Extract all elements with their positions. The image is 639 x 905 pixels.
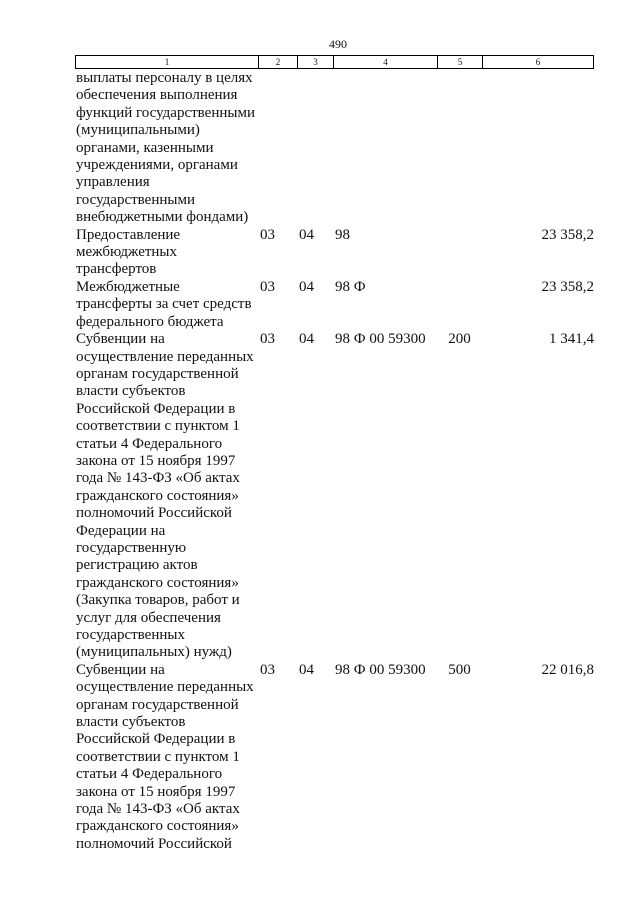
cell-col1 <box>75 662 258 853</box>
budget-table <box>75 55 594 853</box>
cell-col1 <box>75 279 258 331</box>
text-line: межбюджетных <box>76 244 178 261</box>
header-cell-3: 3 <box>297 56 333 68</box>
cell-col1 <box>75 227 258 279</box>
cell-col4 <box>333 70 437 227</box>
text-line: осуществление переданных <box>76 679 254 696</box>
cell-col1 <box>75 331 258 662</box>
text-line: года № 143-ФЗ «Об актах <box>76 801 240 818</box>
cell-col1 <box>75 70 258 227</box>
cell-col6: 1 341,4 <box>549 331 594 348</box>
text-line: статьи 4 Федерального <box>76 435 223 452</box>
text-line: трансферты за счет средств <box>76 296 252 313</box>
header-cell-1: 1 <box>164 57 170 67</box>
table-row <box>75 331 594 662</box>
cell-col3: 04 <box>299 661 314 678</box>
cell-col3 <box>297 70 333 227</box>
cell-col4: 98 Ф 00 59300 <box>335 331 426 348</box>
cell-col3: 04 <box>299 226 314 243</box>
cell-col2: 03 <box>260 331 275 348</box>
cell-col4: 98 Ф 00 59300 <box>335 661 426 678</box>
header-cell-6: 6 <box>482 56 593 68</box>
cell-col2: 03 <box>260 661 275 678</box>
text-line: закона от 15 ноября 1997 <box>76 783 236 800</box>
cell-col5: 500 <box>448 661 471 678</box>
text-line: органами, казенными <box>76 139 214 156</box>
cell-col4: 98 <box>335 226 350 243</box>
text-line: федерального бюджета <box>76 313 224 330</box>
text-line: соответствии с пунктом 1 <box>76 418 240 435</box>
cell-col3: 04 <box>299 331 314 348</box>
table-body <box>75 69 594 853</box>
table-header-row <box>75 55 594 69</box>
text-line: Межбюджетные <box>76 278 180 295</box>
text-line: гражданского состояния» <box>76 574 239 591</box>
cell-col6: 23 358,2 <box>541 278 594 295</box>
text-line: управления <box>76 174 150 191</box>
text-line: Субвенции на <box>76 331 165 348</box>
cell-col5 <box>437 279 482 331</box>
text-line: выплаты персоналу в целях <box>76 70 253 86</box>
text-line: Российской Федерации в <box>76 731 236 748</box>
text-line: обеспечения выполнения <box>76 87 238 104</box>
text-line: (муниципальными) <box>76 122 200 139</box>
header-cell-4: 4 <box>333 56 437 68</box>
text-line: полномочий Российской <box>76 835 232 852</box>
table-row <box>75 662 594 853</box>
text-line: гражданского состояния» <box>76 487 239 504</box>
cell-col3: 04 <box>299 278 314 295</box>
text-line: Субвенции на <box>76 661 165 678</box>
text-line: функций государственными <box>76 104 255 121</box>
cell-col6 <box>482 70 594 227</box>
text-line: учреждениями, органами <box>76 157 238 174</box>
text-line: государственных <box>76 627 185 643</box>
table-row <box>75 70 594 227</box>
text-line: Предоставление <box>76 226 181 243</box>
text-line: гражданского состояния» <box>76 818 239 835</box>
text-line: статьи 4 Федерального <box>76 766 223 783</box>
header-cell-5: 5 <box>437 56 482 68</box>
page-number: 490 <box>329 37 347 51</box>
text-line: услуг для обеспечения <box>76 609 221 626</box>
cell-col2: 03 <box>260 226 275 243</box>
text-line: власти субъектов <box>76 714 186 731</box>
text-line: (Закупка товаров, работ и <box>76 592 240 609</box>
text-line: года № 143-ФЗ «Об актах <box>76 470 240 487</box>
cell-col2: 03 <box>260 278 275 295</box>
text-line: органам государственной <box>76 696 239 713</box>
text-line: государственными <box>76 191 195 208</box>
text-line: государственную <box>76 539 187 556</box>
cell-col6: 22 016,8 <box>541 661 594 678</box>
text-line: закона от 15 ноября 1997 <box>76 452 236 469</box>
text-line: (муниципальных) нужд) <box>76 644 232 661</box>
text-line: соответствии с пунктом 1 <box>76 748 240 765</box>
text-line: полномочий Российской <box>76 505 232 522</box>
cell-col6: 23 358,2 <box>541 226 594 243</box>
cell-col5 <box>437 227 482 279</box>
cell-col2 <box>258 70 297 227</box>
header-cell-2: 2 <box>258 56 297 68</box>
text-line: регистрацию актов <box>76 557 198 574</box>
text-line: органам государственной <box>76 365 239 382</box>
text-line: осуществление переданных <box>76 348 254 365</box>
cell-col5: 200 <box>448 331 471 348</box>
table-row <box>75 279 594 331</box>
text-line: трансфертов <box>76 261 157 278</box>
cell-col4: 98 Ф <box>335 278 366 295</box>
text-line: Федерации на <box>76 522 166 539</box>
cell-col5 <box>437 70 482 227</box>
text-line: Российской Федерации в <box>76 400 236 417</box>
table-row <box>75 227 594 279</box>
text-line: внебюджетными фондами) <box>76 209 249 226</box>
text-line: власти субъектов <box>76 383 186 400</box>
